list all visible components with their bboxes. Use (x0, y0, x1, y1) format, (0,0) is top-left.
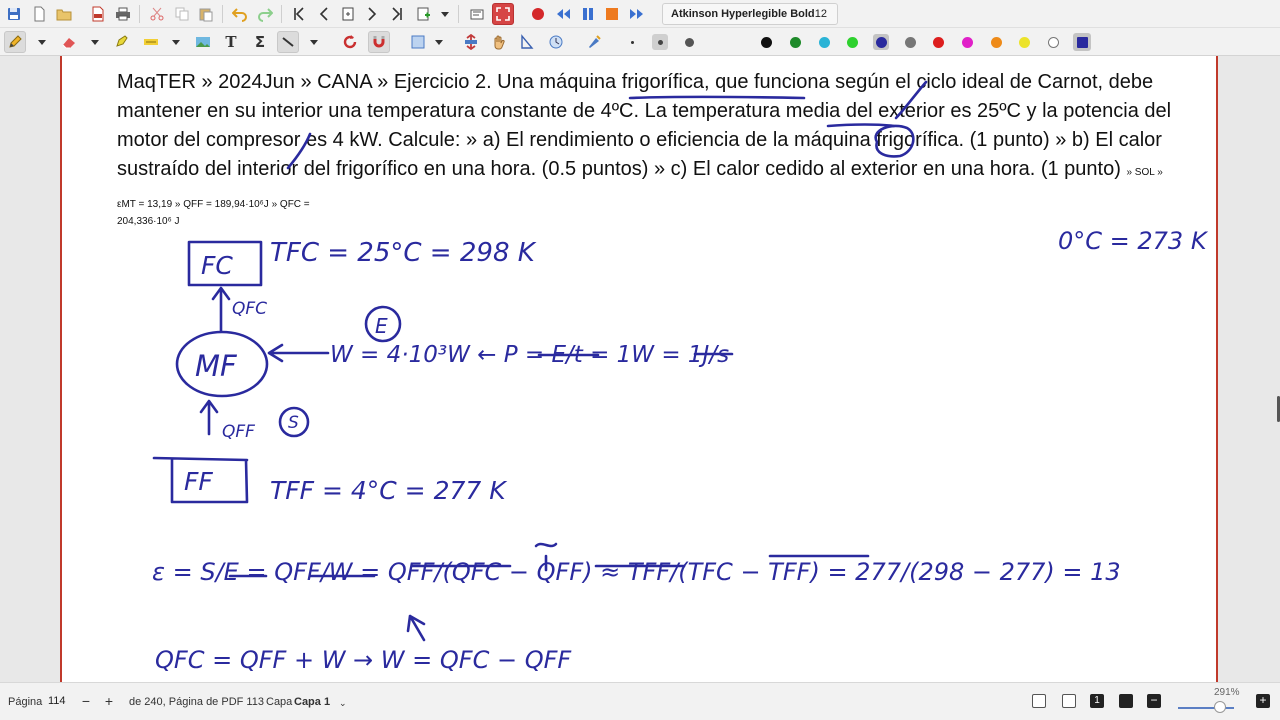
toolbar-separator (281, 5, 282, 23)
solution-text-continued: 204,336·10⁶ J (117, 216, 180, 227)
color-green-swatch[interactable] (787, 34, 803, 50)
zoom-out-icon[interactable]: − (1147, 694, 1161, 708)
arrow-w-to-mf (269, 345, 328, 361)
color-white-swatch[interactable] (1045, 34, 1061, 50)
pen-dropdown[interactable] (37, 31, 47, 53)
underline-4c (828, 125, 894, 127)
zoom-100-icon[interactable]: 1 (1090, 694, 1104, 708)
font-selector[interactable] (662, 3, 838, 25)
toolbar-separator (458, 5, 459, 23)
medium-line-width[interactable] (652, 34, 668, 50)
fullscreen-icon[interactable] (492, 3, 514, 25)
color-custom-swatch[interactable] (1073, 33, 1091, 51)
fill-icon[interactable] (583, 31, 605, 53)
add-page-icon[interactable] (412, 3, 434, 25)
problem-text: MaqTER » 2024Jun » CANA » Ejercicio 2. Una máquina frigorífica, que funciona según el ciclo ideal de Carnot, debe mantener en su interior una temperatura constante de 4ºC. La temperatura media del exterior es 25ºC y la potencia del motor del compresor es 4 kW. Calcule: » a) El rendimiento o eficiencia de la máquina frigorífica. (1 punto) » b) El calor sustraído del interior del frigorífico en una hora. (0.5 puntos) » c) El calor cedido al exterior en una hora. (1 punto) (117, 71, 1172, 180)
zoom-level: 291% (1214, 687, 1240, 698)
color-yellow-swatch[interactable] (1016, 34, 1032, 50)
image-icon[interactable] (192, 31, 214, 53)
t-fc-equation: TFC = 25°C = 298 K (270, 238, 535, 268)
layer-dropdown-icon[interactable]: ⌄ (339, 698, 347, 708)
font-size: 12 (814, 8, 827, 20)
efficiency-equation: ε = S/E = QFF/W = QFF/(QFC − QFF) ≈ TFF/(TFC − TFF) = 277/(298 − 277) = 13 (152, 558, 1121, 586)
layer-label: Capa (266, 696, 293, 708)
export-pdf-icon[interactable] (87, 3, 109, 25)
fast-forward-icon[interactable] (626, 3, 648, 25)
color-gray-swatch[interactable] (902, 34, 918, 50)
layer-icon[interactable] (466, 3, 488, 25)
page-count-text: de 240, Página de PDF 113 (129, 696, 264, 708)
t-ff-equation: TFF = 4°C = 277 K (270, 476, 506, 505)
paste-icon[interactable] (195, 3, 217, 25)
color-lime-swatch[interactable] (844, 34, 860, 50)
arrow-to-denominator (408, 616, 424, 640)
color-red-swatch[interactable] (930, 34, 946, 50)
color-orange-swatch[interactable] (988, 34, 1004, 50)
undo-icon[interactable] (229, 3, 251, 25)
magnet-icon[interactable] (368, 31, 390, 53)
color-black-swatch[interactable] (758, 34, 774, 50)
w-equation: W = 4·10³W ← P = E/t = 1W = 1J/s (330, 342, 730, 368)
eraser-dropdown[interactable] (90, 31, 100, 53)
ff-label: FF (184, 467, 213, 496)
fc-label: FC (201, 251, 233, 280)
status-bar (0, 682, 1280, 720)
hand-icon[interactable] (488, 31, 510, 53)
rewind-icon[interactable] (552, 3, 574, 25)
clock-icon[interactable] (545, 31, 567, 53)
circle-a (876, 126, 914, 156)
goto-page-icon[interactable] (337, 3, 359, 25)
vertical-space-icon[interactable] (460, 31, 482, 53)
thin-line-width[interactable] (624, 34, 640, 50)
math-tex-icon[interactable]: Σ (254, 33, 266, 51)
energy-balance-equation: QFC = QFF + W → W = QFC − QFF (155, 646, 572, 674)
presentation-view-icon[interactable] (1062, 694, 1076, 708)
add-page-dropdown[interactable] (440, 3, 450, 25)
journal-page[interactable] (60, 56, 1218, 682)
color-magenta-swatch[interactable] (959, 34, 975, 50)
copy-icon[interactable] (171, 3, 193, 25)
zero-c-equation: 0°C = 273 K (1058, 227, 1207, 255)
toolbar-separator (139, 5, 140, 23)
mf-label: MF (195, 349, 237, 383)
rotate-icon[interactable] (339, 31, 361, 53)
two-page-view-icon[interactable] (1032, 694, 1046, 708)
document-area[interactable] (0, 56, 1280, 682)
tools-toolbar (0, 28, 1280, 56)
record-icon[interactable] (527, 3, 549, 25)
zoom-in-icon[interactable]: + (1256, 694, 1270, 708)
stop-icon[interactable] (601, 3, 623, 25)
last-page-icon[interactable] (386, 3, 408, 25)
text-highlight-icon[interactable] (140, 31, 162, 53)
e-label: E (375, 314, 388, 338)
eraser-icon[interactable] (58, 31, 80, 53)
save-icon[interactable] (3, 3, 25, 25)
select-dropdown[interactable] (434, 31, 444, 53)
check-mark-4c (896, 82, 926, 118)
q-fc-label: QFC (232, 299, 268, 319)
rectangle-select-icon[interactable] (407, 31, 429, 53)
handwriting-layer[interactable] (62, 56, 1220, 682)
first-page-icon[interactable] (288, 3, 310, 25)
pen-icon[interactable] (4, 31, 26, 53)
page-number-input[interactable] (44, 691, 74, 711)
page-label: Página (8, 696, 43, 708)
new-page-icon[interactable] (28, 3, 50, 25)
text-tool-icon[interactable]: T (225, 33, 237, 51)
fill-toggle-icon[interactable] (717, 31, 739, 53)
thick-line-width[interactable] (681, 34, 697, 50)
arrow-ff-to-mf (201, 401, 217, 434)
underline-maquina-frigorifica (630, 97, 804, 98)
check-mark-potencia (288, 134, 310, 168)
previous-page-icon[interactable] (313, 3, 335, 25)
ruler-icon[interactable] (277, 31, 299, 53)
shape-icon[interactable] (516, 31, 538, 53)
color-dark-blue-swatch[interactable] (873, 34, 889, 50)
zoom-slider-handle[interactable] (1214, 701, 1226, 713)
q-ff-label: QFF (222, 422, 255, 442)
main-toolbar (0, 0, 1280, 28)
print-icon[interactable] (112, 3, 134, 25)
arrow-mf-to-fc (213, 288, 229, 331)
redo-icon[interactable] (254, 3, 276, 25)
solution-text: » SOL » εMT = 13,19 » QFF = 189,94·10⁶J » QFC = (117, 167, 1163, 210)
font-name: Atkinson Hyperlegible Bold (671, 8, 815, 20)
page-increment-button[interactable]: + (104, 693, 114, 709)
page-decrement-button[interactable]: − (81, 693, 91, 709)
highlighter-icon[interactable] (110, 31, 132, 53)
zoom-fit-icon[interactable] (1119, 694, 1133, 708)
open-folder-icon[interactable] (53, 3, 75, 25)
pause-icon[interactable] (577, 3, 599, 25)
s-label: S (288, 413, 299, 433)
ruler-dropdown[interactable] (309, 31, 319, 53)
next-page-icon[interactable] (361, 3, 383, 25)
color-cyan-swatch[interactable] (816, 34, 832, 50)
layer-select[interactable]: Capa 1 (294, 696, 331, 708)
toolbar-separator (222, 5, 223, 23)
cut-icon[interactable] (146, 3, 168, 25)
text-highlight-dropdown[interactable] (171, 31, 181, 53)
